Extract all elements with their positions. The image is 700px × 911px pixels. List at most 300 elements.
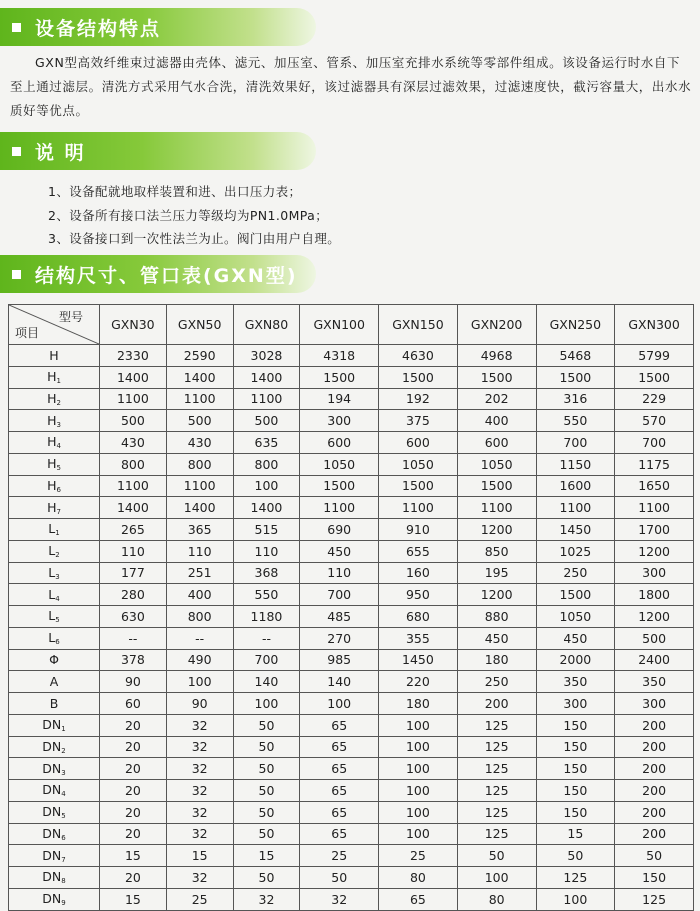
- table-cell: 150: [536, 714, 615, 736]
- table-cell: 25: [379, 845, 458, 867]
- row-label: [9, 432, 100, 454]
- table-cell: 3028: [233, 345, 300, 367]
- table-cell: 65: [300, 823, 379, 845]
- table-cell: 160: [379, 562, 458, 584]
- table-cell: 125: [615, 888, 694, 910]
- dimension-table: [8, 304, 694, 911]
- row-label: [9, 736, 100, 758]
- table-cell: 500: [233, 410, 300, 432]
- table-cell: 250: [457, 671, 536, 693]
- table-cell: 32: [166, 823, 233, 845]
- table-cell: 485: [300, 606, 379, 628]
- corner-label-model: 型号: [58, 310, 83, 324]
- table-cell: 450: [457, 627, 536, 649]
- table-cell: 1600: [536, 475, 615, 497]
- table-cell: 110: [166, 540, 233, 562]
- table-cell: 100: [457, 867, 536, 889]
- row-label-base: H: [47, 456, 57, 472]
- table-row: [9, 432, 694, 454]
- table-cell: 150: [536, 736, 615, 758]
- table-cell: 200: [615, 736, 694, 758]
- table-row: [9, 475, 694, 497]
- table-cell: 20: [100, 823, 167, 845]
- row-label-base: DN: [42, 847, 62, 863]
- section-banner-features: [0, 8, 316, 46]
- row-label: [9, 562, 100, 584]
- row-label-base: DN: [42, 891, 62, 907]
- row-label: [9, 780, 100, 802]
- section-banner-table: [0, 255, 316, 293]
- table-cell: 300: [300, 410, 379, 432]
- table-cell: 1500: [536, 366, 615, 388]
- table-row: [9, 584, 694, 606]
- table-cell: 850: [457, 540, 536, 562]
- table-cell: 700: [300, 584, 379, 606]
- note-item: 1、设备配就地取样装置和进、出口压力表；: [48, 184, 302, 199]
- table-cell: 50: [233, 823, 300, 845]
- table-cell: 700: [615, 432, 694, 454]
- table-cell: 515: [233, 519, 300, 541]
- bullet-square-icon: [12, 270, 21, 279]
- table-row: [9, 410, 694, 432]
- row-label: [9, 606, 100, 628]
- row-label: [9, 584, 100, 606]
- bullet-square-icon: [12, 147, 21, 156]
- row-label-subscript: 6: [55, 638, 60, 647]
- table-cell: 220: [379, 671, 458, 693]
- table-row: [9, 867, 694, 889]
- table-cell: 1050: [300, 453, 379, 475]
- table-cell: 630: [100, 606, 167, 628]
- table-cell: 110: [233, 540, 300, 562]
- features-paragraph: GXN型高效纤维束过滤器由壳体、滤元、加压室、管系、加压室充排水系统等零部件组成。该设备运行时水自下至上通过滤层。清洗方式采用气水合洗，清洗效果好，该过滤器具有深层过滤效果，过滤速度快，截污容量大，出水水质好等优点。: [10, 55, 692, 118]
- table-row: [9, 345, 694, 367]
- table-cell: 680: [379, 606, 458, 628]
- table-cell: 4630: [379, 345, 458, 367]
- table-cell: 1400: [233, 366, 300, 388]
- model-header: GXN50: [166, 305, 233, 345]
- table-row: [9, 649, 694, 671]
- table-row: [9, 736, 694, 758]
- row-label-subscript: 9: [61, 899, 66, 908]
- model-header: GXN30: [100, 305, 167, 345]
- table-cell: 1450: [379, 649, 458, 671]
- table-cell: 80: [379, 867, 458, 889]
- row-label-base: H: [47, 412, 57, 428]
- table-cell: 125: [457, 714, 536, 736]
- table-cell: 200: [615, 801, 694, 823]
- table-cell: 20: [100, 714, 167, 736]
- table-cell: 500: [615, 627, 694, 649]
- table-cell: 1500: [457, 366, 536, 388]
- row-label: [9, 693, 100, 715]
- table-cell: 655: [379, 540, 458, 562]
- model-header: GXN300: [615, 305, 694, 345]
- row-label-base: DN: [42, 717, 62, 733]
- table-cell: 200: [457, 693, 536, 715]
- table-cell: 50: [233, 758, 300, 780]
- table-cell: 2590: [166, 345, 233, 367]
- table-cell: 65: [300, 714, 379, 736]
- table-cell: 355: [379, 627, 458, 649]
- table-cell: 50: [233, 867, 300, 889]
- table-cell: 202: [457, 388, 536, 410]
- table-cell: 20: [100, 867, 167, 889]
- table-cell: 600: [457, 432, 536, 454]
- table-cell: 800: [233, 453, 300, 475]
- row-label-subscript: 3: [56, 420, 61, 429]
- notes-list: [48, 180, 340, 251]
- model-header: GXN150: [379, 305, 458, 345]
- table-cell: 125: [457, 736, 536, 758]
- row-label: [9, 801, 100, 823]
- row-label-subscript: 1: [55, 529, 60, 538]
- table-cell: 200: [615, 714, 694, 736]
- row-label: [9, 366, 100, 388]
- table-row: [9, 780, 694, 802]
- table-cell: 350: [615, 671, 694, 693]
- table-cell: 1100: [100, 388, 167, 410]
- table-cell: 65: [379, 888, 458, 910]
- row-label-base: H: [49, 347, 59, 363]
- table-cell: 1400: [100, 366, 167, 388]
- row-label-subscript: 5: [56, 464, 61, 473]
- row-label-base: L: [48, 564, 56, 580]
- table-row: [9, 497, 694, 519]
- table-row: [9, 606, 694, 628]
- table-cell: 100: [379, 714, 458, 736]
- model-header: GXN80: [233, 305, 300, 345]
- table-cell: 25: [300, 845, 379, 867]
- table-cell: 700: [536, 432, 615, 454]
- table-cell: 65: [300, 780, 379, 802]
- table-body: [9, 345, 694, 911]
- row-label-base: H: [47, 477, 57, 493]
- model-header: GXN250: [536, 305, 615, 345]
- table-cell: 430: [166, 432, 233, 454]
- table-row: [9, 888, 694, 910]
- row-label-base: DN: [42, 804, 62, 820]
- table-cell: 50: [615, 845, 694, 867]
- table-cell: 65: [300, 758, 379, 780]
- table-cell: 1025: [536, 540, 615, 562]
- table-cell: 150: [615, 867, 694, 889]
- section-title: 说 明: [35, 141, 86, 164]
- table-cell: 1100: [536, 497, 615, 519]
- table-cell: 90: [100, 671, 167, 693]
- table-cell: 25: [166, 888, 233, 910]
- table-cell: 251: [166, 562, 233, 584]
- row-label-base: H: [47, 369, 57, 385]
- table-cell: 1050: [457, 453, 536, 475]
- table-cell: 1100: [166, 388, 233, 410]
- row-label: [9, 497, 100, 519]
- table-cell: 15: [100, 888, 167, 910]
- table-row: [9, 758, 694, 780]
- table-cell: 32: [166, 758, 233, 780]
- table-cell: 100: [233, 693, 300, 715]
- table-cell: 140: [300, 671, 379, 693]
- note-item: 2、设备所有接口法兰压力等级均为PN1.0MPa；: [48, 207, 329, 223]
- table-cell: 1500: [379, 366, 458, 388]
- table-cell: 32: [166, 801, 233, 823]
- row-label-base: H: [47, 499, 57, 515]
- row-label-subscript: 3: [61, 768, 66, 777]
- row-label: [9, 540, 100, 562]
- table-cell: 1050: [536, 606, 615, 628]
- row-label-base: H: [47, 390, 57, 406]
- table-cell: 400: [457, 410, 536, 432]
- table-row: [9, 453, 694, 475]
- row-label: [9, 345, 100, 367]
- table-cell: 110: [300, 562, 379, 584]
- table-cell: 4968: [457, 345, 536, 367]
- table-cell: 1500: [300, 475, 379, 497]
- table-cell: 15: [166, 845, 233, 867]
- table-cell: 800: [166, 606, 233, 628]
- table-cell: 600: [379, 432, 458, 454]
- row-label-base: DN: [42, 738, 62, 754]
- table-cell: 1400: [100, 497, 167, 519]
- row-label: [9, 388, 100, 410]
- table-cell: 1650: [615, 475, 694, 497]
- table-cell: 20: [100, 801, 167, 823]
- row-label: [9, 671, 100, 693]
- row-label-base: L: [48, 521, 56, 537]
- table-cell: 2400: [615, 649, 694, 671]
- table-cell: 20: [100, 780, 167, 802]
- row-label-subscript: 2: [56, 398, 61, 407]
- table-cell: 32: [300, 888, 379, 910]
- table-cell: 100: [300, 693, 379, 715]
- row-label-subscript: 2: [61, 746, 66, 755]
- table-cell: 690: [300, 519, 379, 541]
- row-label: [9, 649, 100, 671]
- table-cell: 100: [233, 475, 300, 497]
- table-cell: 280: [100, 584, 167, 606]
- table-cell: 50: [457, 845, 536, 867]
- row-label-subscript: 6: [61, 833, 66, 842]
- section-title: 结构尺寸、管口表(GXN型): [35, 264, 298, 287]
- table-row: [9, 519, 694, 541]
- table-cell: 1500: [536, 584, 615, 606]
- row-label-subscript: 4: [56, 442, 61, 451]
- note-item: 3、设备接口到一次性法兰为止。阀门由用户自理。: [48, 231, 341, 246]
- table-cell: 570: [615, 410, 694, 432]
- row-label: [9, 823, 100, 845]
- table-cell: 50: [233, 714, 300, 736]
- table-cell: 550: [233, 584, 300, 606]
- table-cell: 100: [166, 671, 233, 693]
- row-label: [9, 627, 100, 649]
- table-cell: 1150: [536, 453, 615, 475]
- section-title: 设备结构特点: [35, 17, 162, 40]
- table-cell: 1100: [166, 475, 233, 497]
- row-label-subscript: 4: [55, 594, 60, 603]
- table-cell: 250: [536, 562, 615, 584]
- table-cell: 32: [166, 736, 233, 758]
- row-label-subscript: 4: [61, 790, 66, 799]
- table-cell: 15: [233, 845, 300, 867]
- table-cell: 150: [536, 780, 615, 802]
- row-label-subscript: 5: [55, 616, 60, 625]
- table-cell: 180: [379, 693, 458, 715]
- table-cell: 1700: [615, 519, 694, 541]
- table-cell: 880: [457, 606, 536, 628]
- table-row: [9, 540, 694, 562]
- table-cell: 65: [300, 801, 379, 823]
- table-cell: 1500: [300, 366, 379, 388]
- row-label-subscript: 1: [56, 377, 61, 386]
- table-cell: 80: [457, 888, 536, 910]
- row-label-base: L: [48, 586, 56, 602]
- table-cell: 2330: [100, 345, 167, 367]
- table-cell: 950: [379, 584, 458, 606]
- table-cell: 200: [615, 758, 694, 780]
- table-cell: 15: [536, 823, 615, 845]
- table-cell: 375: [379, 410, 458, 432]
- section-banner-notes: [0, 132, 316, 170]
- table-cell: 1200: [457, 584, 536, 606]
- table-cell: 20: [100, 736, 167, 758]
- table-cell: 1200: [457, 519, 536, 541]
- table-row: [9, 823, 694, 845]
- table-cell: 1500: [615, 366, 694, 388]
- table-cell: 125: [457, 780, 536, 802]
- row-label: [9, 888, 100, 910]
- table-cell: 20: [100, 758, 167, 780]
- row-label: [9, 519, 100, 541]
- row-label-base: H: [47, 434, 57, 450]
- table-cell: 450: [536, 627, 615, 649]
- table-cell: 1050: [379, 453, 458, 475]
- table-header-row: [9, 305, 694, 345]
- table-cell: 265: [100, 519, 167, 541]
- table-row: [9, 671, 694, 693]
- bullet-square-icon: [12, 23, 21, 32]
- table-row: [9, 693, 694, 715]
- table-cell: 194: [300, 388, 379, 410]
- table-cell: 125: [457, 823, 536, 845]
- table-cell: 1500: [457, 475, 536, 497]
- table-cell: 195: [457, 562, 536, 584]
- table-cell: 1400: [166, 366, 233, 388]
- table-cell: 100: [379, 736, 458, 758]
- table-cell: 100: [379, 780, 458, 802]
- row-label-base: B: [49, 695, 59, 711]
- row-label-base: DN: [42, 760, 62, 776]
- row-label-base: A: [49, 674, 59, 690]
- table-cell: 400: [166, 584, 233, 606]
- table-cell: 316: [536, 388, 615, 410]
- table-cell: 300: [615, 562, 694, 584]
- table-cell: --: [100, 627, 167, 649]
- row-label: [9, 410, 100, 432]
- table-cell: 1100: [457, 497, 536, 519]
- table-cell: 300: [615, 693, 694, 715]
- table-cell: --: [166, 627, 233, 649]
- row-label-subscript: 7: [61, 855, 66, 864]
- row-label: [9, 475, 100, 497]
- row-label: [9, 758, 100, 780]
- table-cell: 177: [100, 562, 167, 584]
- table-cell: 800: [166, 453, 233, 475]
- corner-label-item: 项目: [15, 326, 40, 340]
- table-cell: 270: [300, 627, 379, 649]
- table-cell: 110: [100, 540, 167, 562]
- row-label: [9, 714, 100, 736]
- table-cell: 1400: [233, 497, 300, 519]
- table-cell: 32: [166, 867, 233, 889]
- table-cell: 450: [300, 540, 379, 562]
- table-cell: 125: [457, 801, 536, 823]
- table-cell: 5468: [536, 345, 615, 367]
- table-cell: 125: [457, 758, 536, 780]
- table-cell: 65: [300, 736, 379, 758]
- table-cell: 600: [300, 432, 379, 454]
- table-cell: 140: [233, 671, 300, 693]
- row-label-base: L: [48, 543, 56, 559]
- table-row: [9, 562, 694, 584]
- table-cell: 1400: [166, 497, 233, 519]
- table-cell: 50: [536, 845, 615, 867]
- table-cell: 4318: [300, 345, 379, 367]
- row-label-subscript: 6: [56, 485, 61, 494]
- row-label-subscript: 2: [55, 551, 60, 560]
- table-cell: 700: [233, 649, 300, 671]
- table-cell: 800: [100, 453, 167, 475]
- table-cell: 500: [100, 410, 167, 432]
- table-cell: 50: [233, 801, 300, 823]
- row-label: [9, 867, 100, 889]
- row-label-base: DN: [42, 782, 62, 798]
- table-cell: 90: [166, 693, 233, 715]
- table-cell: 1450: [536, 519, 615, 541]
- table-cell: 180: [457, 649, 536, 671]
- table-cell: 60: [100, 693, 167, 715]
- model-header: GXN100: [300, 305, 379, 345]
- table-corner-cell: [9, 305, 100, 345]
- table-cell: 100: [536, 888, 615, 910]
- table-cell: 1500: [379, 475, 458, 497]
- table-row: [9, 801, 694, 823]
- table-cell: 378: [100, 649, 167, 671]
- table-cell: 100: [379, 801, 458, 823]
- table-cell: 1100: [300, 497, 379, 519]
- table-cell: 500: [166, 410, 233, 432]
- table-row: [9, 388, 694, 410]
- row-label-subscript: 5: [61, 812, 66, 821]
- row-label-base: L: [48, 608, 56, 624]
- table-cell: 200: [615, 780, 694, 802]
- table-cell: 200: [615, 823, 694, 845]
- table-cell: 32: [233, 888, 300, 910]
- table-cell: 300: [536, 693, 615, 715]
- row-label-subscript: 7: [56, 507, 61, 516]
- table-cell: 5799: [615, 345, 694, 367]
- table-cell: 150: [536, 801, 615, 823]
- table-cell: --: [233, 627, 300, 649]
- table-cell: 365: [166, 519, 233, 541]
- table-cell: 1100: [233, 388, 300, 410]
- table-cell: 910: [379, 519, 458, 541]
- table-cell: 32: [166, 714, 233, 736]
- table-cell: 1180: [233, 606, 300, 628]
- row-label-base: DN: [42, 825, 62, 841]
- table-cell: 368: [233, 562, 300, 584]
- table-cell: 1100: [100, 475, 167, 497]
- table-cell: 100: [379, 823, 458, 845]
